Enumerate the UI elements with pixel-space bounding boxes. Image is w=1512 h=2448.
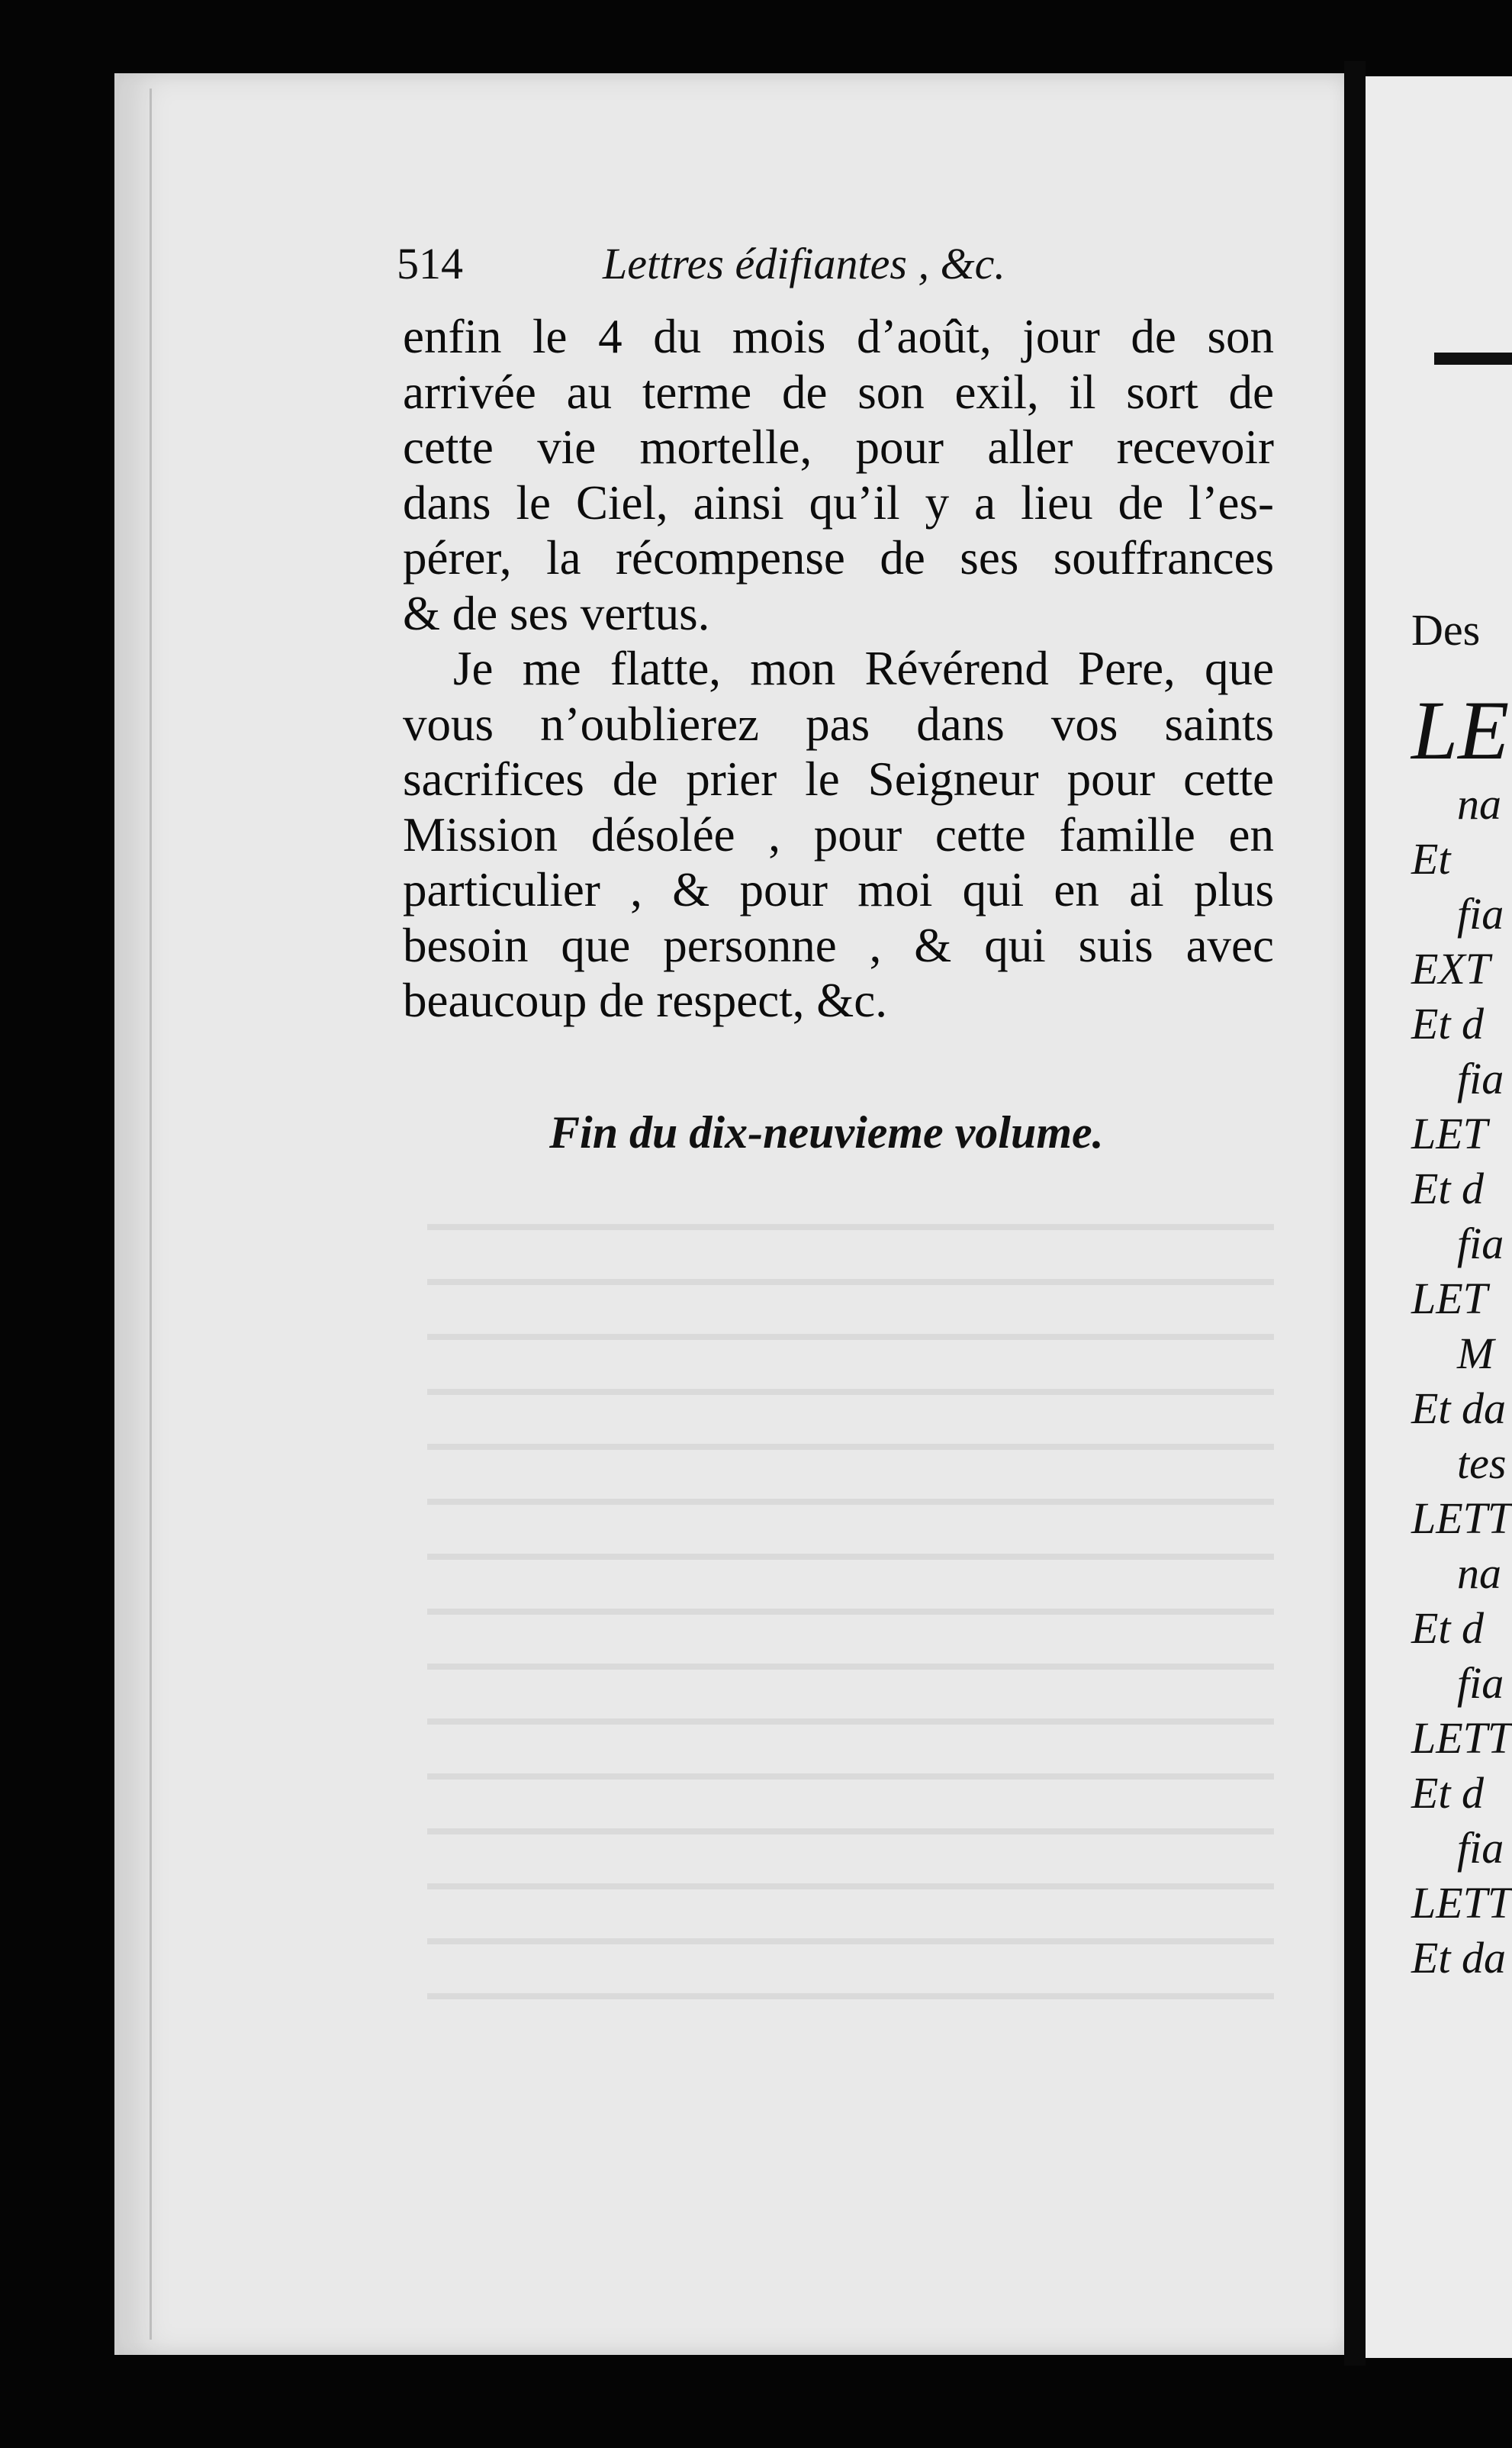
toc-entry: fia bbox=[1457, 1823, 1504, 1873]
text-line: enfin le 4 du mois d’août, jour de son bbox=[403, 310, 1274, 363]
text-line: particulier , & pour moi qui en ai plus bbox=[403, 863, 1274, 916]
page-edge bbox=[150, 89, 152, 2340]
toc-entry: Et d bbox=[1411, 999, 1485, 1048]
running-title: Lettres édifiantes , &c. bbox=[603, 239, 1005, 288]
text-line: sacrifices de prier le Seigneur pour cette bbox=[403, 752, 1274, 806]
right-page bbox=[1366, 76, 1512, 2358]
toc-entry: Et da bbox=[1411, 1933, 1507, 1983]
toc-entry: LETT bbox=[1411, 1713, 1512, 1763]
toc-entry: Et d bbox=[1411, 1164, 1485, 1213]
toc-entry: Et d bbox=[1411, 1603, 1485, 1653]
toc-entry: LET bbox=[1411, 1274, 1488, 1323]
toc-entry: LET bbox=[1411, 1109, 1488, 1158]
toc-entry: na bbox=[1457, 1548, 1501, 1598]
toc-entry: M bbox=[1457, 1329, 1494, 1378]
table-of-contents-fragment bbox=[1411, 603, 1512, 1986]
decorative-rule bbox=[1434, 353, 1512, 365]
toc-entry: Et d bbox=[1411, 1768, 1485, 1818]
text-line: beaucoup de respect, &c. bbox=[403, 974, 887, 1027]
text-line: & de ses vertus. bbox=[403, 586, 710, 640]
text-line: Mission désolée , pour cette famille en bbox=[403, 807, 1274, 862]
toc-entry: Et da bbox=[1411, 1383, 1507, 1433]
text-line: cette vie mortelle, pour aller recevoir bbox=[403, 420, 1274, 474]
toc-entry: fia bbox=[1457, 1219, 1504, 1268]
colophon: Fin du dix-neuvieme volume. bbox=[549, 1107, 1104, 1158]
toc-entry: LE bbox=[1411, 684, 1510, 777]
toc-entry: na bbox=[1457, 779, 1501, 829]
text-line: arrivée au terme de son exil, il sort de bbox=[403, 365, 1274, 419]
toc-entry: fia bbox=[1457, 1054, 1504, 1103]
book-gutter bbox=[1344, 61, 1366, 2366]
toc-entry: LETT bbox=[1411, 1878, 1512, 1928]
show-through-texture bbox=[427, 1190, 1274, 1999]
text-line: besoin que personne , & qui suis avec bbox=[403, 918, 1274, 972]
page-number: 514 bbox=[397, 239, 463, 288]
toc-heading: Des bbox=[1411, 605, 1481, 655]
text-line: Je me flatte, mon Révérend Pere, que bbox=[453, 642, 1274, 695]
text-line: dans le Ciel, ainsi qu’il y a lieu de l’es- bbox=[403, 475, 1274, 530]
toc-entry: fia bbox=[1457, 1658, 1504, 1708]
body-text bbox=[403, 309, 1274, 1029]
toc-entry: fia bbox=[1457, 889, 1504, 939]
toc-entry: tes bbox=[1457, 1438, 1507, 1488]
toc-entry: EXT bbox=[1411, 944, 1491, 994]
running-head bbox=[397, 238, 1274, 307]
text-line: vous n’oublierez pas dans vos saints bbox=[403, 697, 1274, 751]
toc-entry: Et bbox=[1411, 834, 1451, 884]
text-line: pérer, la récompense de ses souffrances bbox=[403, 531, 1274, 585]
toc-entry: LETT bbox=[1411, 1493, 1512, 1543]
